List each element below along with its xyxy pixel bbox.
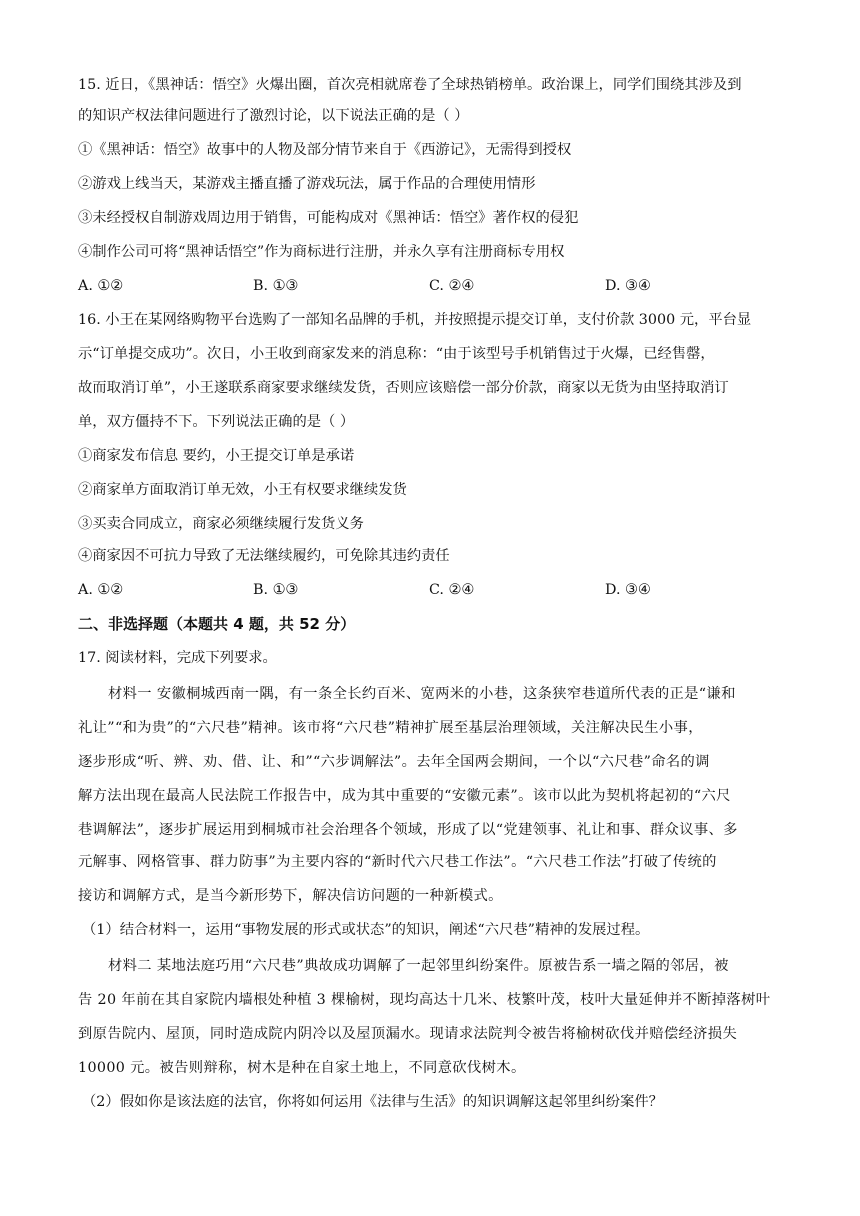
q16-option-c: C. ②④ [429, 582, 475, 598]
material-1-line-4: 解方法出现在最高人民法院工作报告中，成为其中重要的“安徽元素”。该市以此为契机将起初的“六尺 [78, 788, 731, 804]
q16-option-a: A. ①② [78, 582, 124, 598]
material-2-line-2: 告 20 年前在其自家院内墙根处种植 3 棵榆树，现均高达十几米、枝繁叶茂，枝叶大量延伸并不断掉落树叶 [78, 992, 771, 1008]
q16-stem-line-1: 16. 小王在某网络购物平台选购了一部知名品牌的手机，并按照提示提交订单，支付价款 3000 元，平台显 [78, 312, 752, 328]
q15-option-a: A. ①② [78, 278, 124, 294]
q15-option-b: B. ①③ [253, 278, 299, 294]
material-1-line-6: 元解事、网格管事、群力防事”为主要内容的“新时代六尺巷工作法”。“六尺巷工作法”打破了传统的 [78, 854, 717, 870]
q16-statement-4: ④商家因不可抗力导致了无法继续履约，可免除其违约责任 [78, 548, 450, 564]
q16-option-d: D. ③④ [605, 582, 651, 598]
material-1-line-7: 接访和调解方式，是当今新形势下，解决信访问题的一种新模式。 [78, 888, 503, 904]
material-1-line-5: 巷调解法”，逐步扩展运用到桐城市社会治理各个领域，形成了以“党建领事、礼让和事、群众议事、多 [78, 822, 738, 838]
q15-option-d: D. ③④ [605, 278, 651, 294]
material-2-line-4: 10000 元。被告则辩称，树木是种在自家土地上，不同意砍伐树木。 [78, 1060, 526, 1076]
q15-statement-1: ①《黑神话：悟空》故事中的人物及部分情节来自于《西游记》，无需得到授权 [78, 142, 572, 158]
material-2-line-3: 到原告院内、屋顶，同时造成院内阴冷以及屋顶漏水。现请求法院判令被告将榆树砍伐并赔偿经济损失 [78, 1026, 738, 1042]
q15-option-c: C. ②④ [429, 278, 475, 294]
q17-intro: 17. 阅读材料，完成下列要求。 [78, 650, 277, 666]
q16-statement-3: ③买卖合同成立，商家必须继续履行发货义务 [78, 516, 364, 532]
material-1-line-3: 逐步形成“听、辨、劝、借、让、和”“六步调解法”。去年全国两会期间，一个以“六尺巷”命名的调 [78, 754, 710, 770]
q15-statement-4: ④制作公司可将“黑神话悟空”作为商标进行注册，并永久享有注册商标专用权 [78, 244, 565, 260]
q17-sub-question-2: （2）假如你是该法庭的法官，你将如何运用《法律与生活》的知识调解这起邻里纠纷案件？ [82, 1094, 663, 1110]
q16-stem-line-3: 故而取消订单”，小王遂联系商家要求继续发货，否则应该赔偿一部分价款，商家以无货为由坚持取消订 [78, 380, 729, 396]
q16-stem-line-2: 示“订单提交成功”。次日，小王收到商家发来的消息称：“由于该型号手机销售过于火爆，已经售罄， [78, 346, 715, 362]
material-2-line-1: 材料二 某地法庭巧用“六尺巷”典故成功调解了一起邻里纠纷案件。原被告系一墙之隔的邻居，被 [108, 958, 729, 974]
material-1-line-1: 材料一 安徽桐城西南一隅，有一条全长约百米、宽两米的小巷，这条狭窄巷道所代表的正是“谦和 [108, 686, 736, 702]
q15-statement-2: ②游戏上线当天，某游戏主播直播了游戏玩法，属于作品的合理使用情形 [78, 176, 536, 192]
q16-statement-1: ①商家发布信息 要约，小王提交订单是承诺 [78, 448, 355, 464]
q16-stem-line-4: 单，双方僵持不下。下列说法正确的是（ ） [78, 414, 355, 430]
q15-stem-line-1: 15. 近日，《黑神话：悟空》火爆出圈，首次亮相就席卷了全球热销榜单。政治课上，同学们围绕其涉及到 [78, 77, 742, 93]
q16-option-b: B. ①③ [253, 582, 299, 598]
section-heading: 二、非选择题（本题共 4 题，共 52 分） [78, 615, 356, 633]
q15-stem-line-2: 的知识产权法律问题进行了激烈讨论，以下说法正确的是（ ） [78, 108, 469, 124]
q15-statement-3: ③未经授权自制游戏周边用于销售，可能构成对《黑神话：悟空》著作权的侵犯 [78, 210, 579, 226]
q16-statement-2: ②商家单方面取消订单无效，小王有权要求继续发货 [78, 482, 407, 498]
q17-sub-question-1: （1）结合材料一，运用“事物发展的形式或状态”的知识，阐述“六尺巷”精神的发展过程。 [82, 922, 650, 938]
material-1-line-2: 礼让”“和为贵”的“六尺巷”精神。该市将“六尺巷”精神扩展至基层治理领域，关注解决民生小事， [78, 720, 703, 736]
